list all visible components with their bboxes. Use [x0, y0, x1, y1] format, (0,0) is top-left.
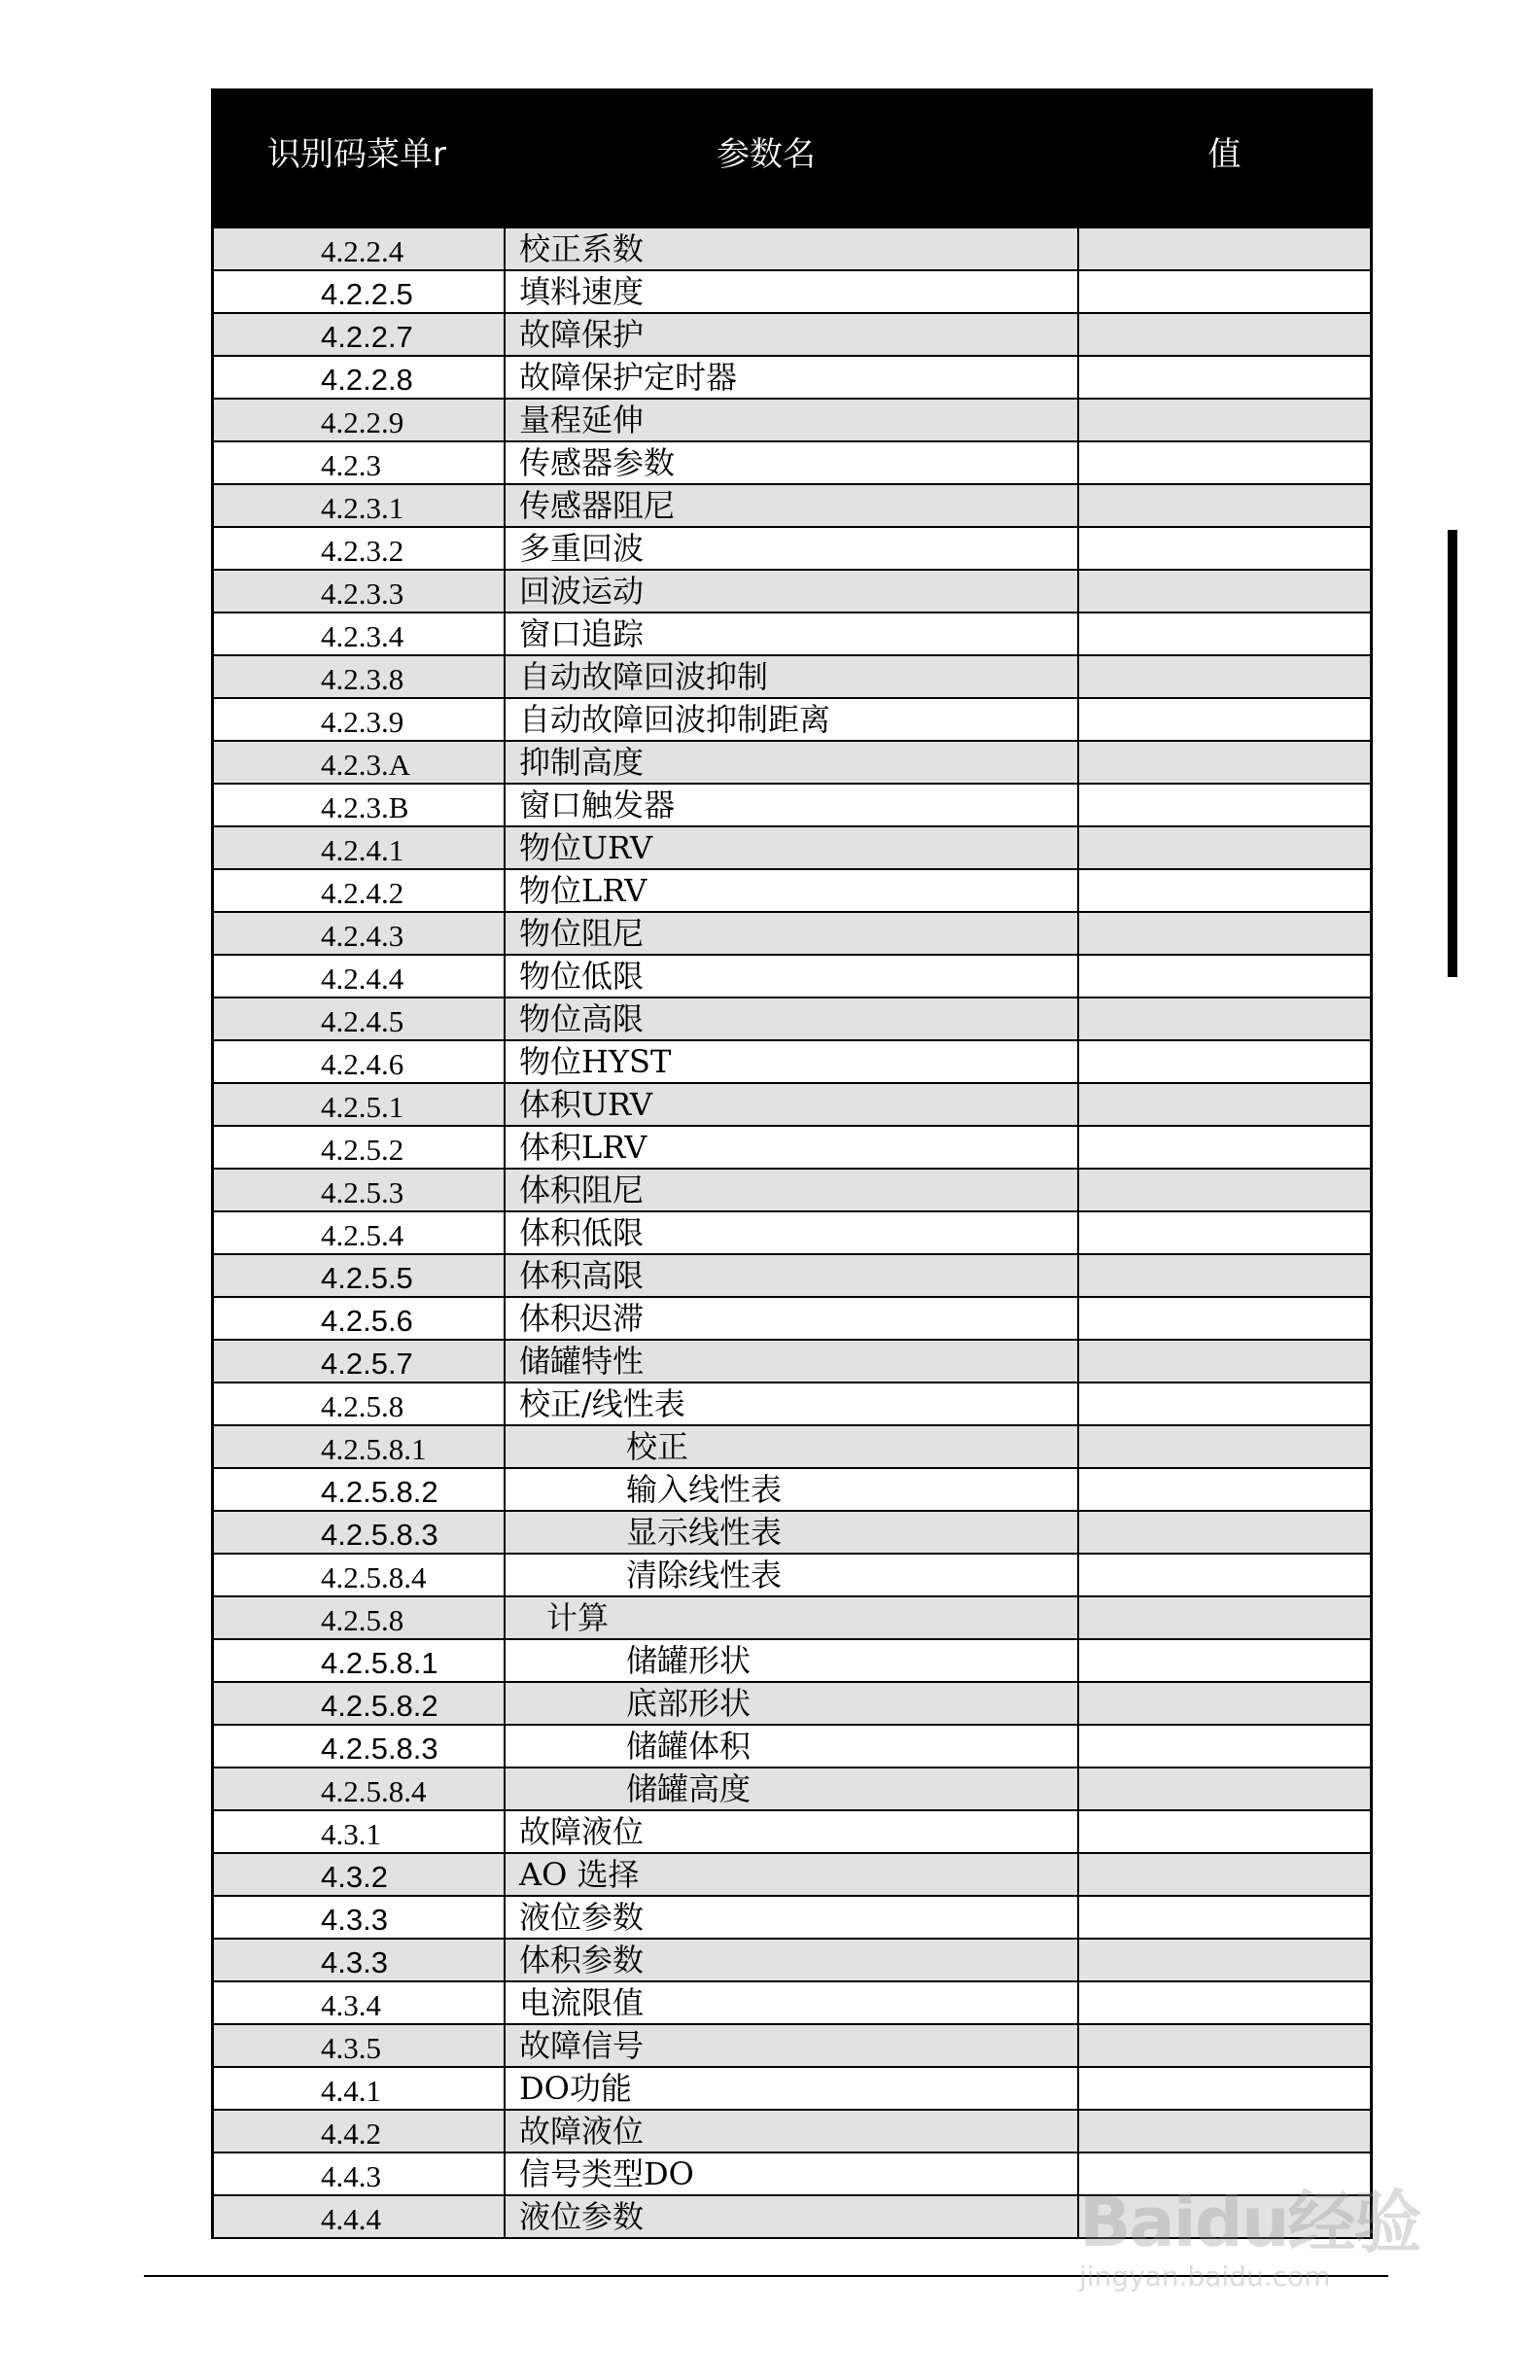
row-param-name: 故障液位 [506, 2111, 1079, 2152]
row-id: 4.2.4.3 [214, 913, 506, 954]
row-value-cell[interactable] [1079, 400, 1370, 440]
row-param-name: 传感器参数 [506, 442, 1079, 483]
table-row [214, 1127, 1370, 1170]
row-param-name: 体积阻尼 [506, 1170, 1079, 1210]
row-param-name: 回波运动 [506, 571, 1079, 612]
row-value-cell[interactable] [1079, 1726, 1370, 1767]
row-param-name: 底部形状 [506, 1683, 1079, 1724]
row-id: 4.2.4.1 [214, 827, 506, 868]
row-value-cell[interactable] [1079, 1597, 1370, 1638]
row-param-name: DO功能 [506, 2068, 1079, 2109]
row-param-name: 体积迟滞 [506, 1298, 1079, 1339]
header-value: 值 [1208, 134, 1242, 174]
table-row [214, 1212, 1370, 1255]
table-row [214, 357, 1370, 400]
row-param-name: 清除线性表 [506, 1555, 1079, 1595]
row-param-name: 故障液位 [506, 1811, 1079, 1852]
row-id: 4.2.4.2 [214, 870, 506, 911]
row-param-name: 物位低限 [506, 956, 1079, 997]
row-id: 4.2.5.5 [214, 1255, 506, 1296]
row-param-name: 体积低限 [506, 1212, 1079, 1253]
row-param-name: 自动故障回波抑制距离 [506, 699, 1079, 740]
row-param-name: 自动故障回波抑制 [506, 656, 1079, 697]
table-row [214, 1897, 1370, 1940]
row-id: 4.2.3.2 [214, 528, 506, 569]
row-id: 4.4.3 [214, 2153, 506, 2194]
row-id: 4.3.2 [214, 1854, 506, 1895]
table-row [214, 1469, 1370, 1512]
row-id: 4.2.2.7 [214, 314, 506, 355]
row-param-name: 储罐形状 [506, 1640, 1079, 1681]
row-id: 4.2.3.1 [214, 485, 506, 526]
row-id: 4.2.2.4 [214, 228, 506, 269]
table-row [214, 1940, 1370, 1982]
row-id: 4.2.5.3 [214, 1170, 506, 1210]
row-value-cell[interactable] [1079, 870, 1370, 911]
row-param-name: 信号类型DO [506, 2153, 1079, 2194]
row-id: 4.2.5.8 [214, 1597, 506, 1638]
table-row [214, 485, 1370, 528]
table-row [214, 1255, 1370, 1298]
header-name: 参数名 [717, 134, 816, 174]
row-value-cell[interactable] [1079, 528, 1370, 569]
table-row [214, 956, 1370, 998]
table-row [214, 1555, 1370, 1597]
row-id: 4.2.3.9 [214, 699, 506, 740]
row-value-cell[interactable] [1079, 1426, 1370, 1467]
row-id: 4.2.5.6 [214, 1298, 506, 1339]
row-value-cell[interactable] [1079, 742, 1370, 783]
row-param-name: 故障保护定时器 [506, 357, 1079, 398]
row-value-cell[interactable] [1079, 1768, 1370, 1809]
row-param-name: 体积高限 [506, 1255, 1079, 1296]
row-id: 4.2.5.2 [214, 1127, 506, 1168]
row-param-name: 液位参数 [506, 2196, 1079, 2237]
table-row [214, 2068, 1370, 2111]
row-param-name: 计算 [506, 1597, 1079, 1638]
row-value-cell[interactable] [1079, 1854, 1370, 1895]
table-row [214, 1811, 1370, 1854]
row-id: 4.2.5.7 [214, 1341, 506, 1382]
table-row [214, 1683, 1370, 1726]
row-value-cell[interactable] [1079, 656, 1370, 697]
table-row [214, 1341, 1370, 1383]
table-row [214, 314, 1370, 357]
table-row [214, 1041, 1370, 1084]
row-id: 4.2.5.8.4 [214, 1768, 506, 1809]
row-param-name: 窗口追踪 [506, 613, 1079, 654]
row-id: 4.2.3.A [214, 742, 506, 783]
row-param-name: 校正/线性表 [506, 1383, 1079, 1424]
row-value-cell[interactable] [1079, 827, 1370, 868]
row-id: 4.2.5.8.3 [214, 1512, 506, 1553]
row-param-name: 储罐体积 [506, 1726, 1079, 1767]
row-id: 4.2.5.8.1 [214, 1640, 506, 1681]
row-param-name: 输入线性表 [506, 1469, 1079, 1510]
row-id: 4.2.5.8 [214, 1383, 506, 1424]
row-id: 4.3.5 [214, 2025, 506, 2066]
table-row [214, 913, 1370, 956]
table-row [214, 1854, 1370, 1897]
table-row [214, 827, 1370, 870]
row-id: 4.2.3 [214, 442, 506, 483]
row-id: 4.2.3.B [214, 785, 506, 825]
row-value-cell[interactable] [1079, 1255, 1370, 1296]
table-row [214, 528, 1370, 571]
table-row [214, 613, 1370, 656]
table-row [214, 870, 1370, 913]
row-value-cell[interactable] [1079, 271, 1370, 312]
row-param-name: 储罐高度 [506, 1768, 1079, 1809]
table-row [214, 699, 1370, 742]
row-id: 4.3.3 [214, 1940, 506, 1980]
row-param-name: 物位高限 [506, 998, 1079, 1039]
row-id: 4.4.1 [214, 2068, 506, 2109]
table-row [214, 1768, 1370, 1811]
row-id: 4.2.4.6 [214, 1041, 506, 1082]
row-param-name: 体积LRV [506, 1127, 1079, 1168]
row-value-cell[interactable] [1079, 1127, 1370, 1168]
row-param-name: 物位LRV [506, 870, 1079, 911]
header-id: 识别码菜单r [267, 134, 446, 174]
row-param-name: 储罐特性 [506, 1341, 1079, 1382]
row-param-name: 校正系数 [506, 228, 1079, 269]
row-value-cell[interactable] [1079, 485, 1370, 526]
row-id: 4.2.5.8.2 [214, 1469, 506, 1510]
row-value-cell[interactable] [1079, 1212, 1370, 1253]
row-id: 4.4.4 [214, 2196, 506, 2237]
row-id: 4.2.5.8.1 [214, 1426, 506, 1467]
row-param-name: 电流限值 [506, 1982, 1079, 2023]
table-row [214, 1298, 1370, 1341]
row-id: 4.2.5.8.3 [214, 1726, 506, 1767]
row-value-cell[interactable] [1079, 228, 1370, 269]
row-value-cell[interactable] [1079, 913, 1370, 954]
row-value-cell[interactable] [1079, 1341, 1370, 1382]
table-row [214, 1512, 1370, 1555]
row-param-name: AO 选择 [506, 1854, 1079, 1895]
table-row [214, 2025, 1370, 2068]
row-id: 4.2.2.5 [214, 271, 506, 312]
row-value-cell[interactable] [1079, 956, 1370, 997]
row-value-cell[interactable] [1079, 571, 1370, 612]
table-row [214, 1383, 1370, 1426]
row-id: 4.2.5.1 [214, 1084, 506, 1125]
row-param-name: 体积参数 [506, 1940, 1079, 1980]
table-row [214, 1726, 1370, 1768]
row-value-cell[interactable] [1079, 1041, 1370, 1082]
table-row [214, 742, 1370, 785]
table-row [214, 785, 1370, 827]
row-value-cell[interactable] [1079, 1084, 1370, 1125]
table-row [214, 400, 1370, 442]
table-row [214, 1982, 1370, 2025]
row-param-name: 体积URV [506, 1084, 1079, 1125]
row-value-cell[interactable] [1079, 1170, 1370, 1210]
table-row [214, 228, 1370, 271]
table-row [214, 998, 1370, 1041]
row-id: 4.3.3 [214, 1897, 506, 1938]
row-id: 4.4.2 [214, 2111, 506, 2152]
row-value-cell[interactable] [1079, 1512, 1370, 1553]
row-value-cell[interactable] [1079, 1940, 1370, 1980]
row-value-cell[interactable] [1079, 1640, 1370, 1681]
watermark-url: jingyan.baidu.com [1079, 2260, 1331, 2292]
row-value-cell[interactable] [1079, 2111, 1370, 2152]
row-value-cell[interactable] [1079, 998, 1370, 1039]
row-value-cell[interactable] [1079, 785, 1370, 825]
row-id: 4.2.2.8 [214, 357, 506, 398]
row-value-cell[interactable] [1079, 1555, 1370, 1595]
baidu-watermark [1079, 2168, 1429, 2304]
table-row [214, 271, 1370, 314]
row-value-cell[interactable] [1079, 1298, 1370, 1339]
row-value-cell[interactable] [1079, 1683, 1370, 1724]
parameter-table [211, 88, 1373, 2239]
row-id: 4.3.1 [214, 1811, 506, 1852]
row-id: 4.2.3.3 [214, 571, 506, 612]
table-row [214, 1640, 1370, 1683]
row-id: 4.2.3.8 [214, 656, 506, 697]
row-param-name: 故障保护 [506, 314, 1079, 355]
row-id: 4.2.5.8.4 [214, 1555, 506, 1595]
row-param-name: 物位URV [506, 827, 1079, 868]
table-row [214, 1170, 1370, 1212]
row-param-name: 校正 [506, 1426, 1079, 1467]
row-value-cell[interactable] [1079, 1469, 1370, 1510]
table-body [211, 228, 1373, 2239]
row-param-name: 多重回波 [506, 528, 1079, 569]
row-param-name: 物位HYST [506, 1041, 1079, 1082]
row-param-name: 传感器阻尼 [506, 485, 1079, 526]
row-param-name: 显示线性表 [506, 1512, 1079, 1553]
row-value-cell[interactable] [1079, 314, 1370, 355]
row-value-cell[interactable] [1079, 2025, 1370, 2066]
watermark-logo: Baidu经验 [1079, 2183, 1420, 2262]
table-row [214, 571, 1370, 613]
row-id: 4.3.4 [214, 1982, 506, 2023]
row-param-name: 窗口触发器 [506, 785, 1079, 825]
row-value-cell[interactable] [1079, 699, 1370, 740]
row-value-cell[interactable] [1079, 442, 1370, 483]
table-row [214, 1597, 1370, 1640]
row-param-name: 量程延伸 [506, 400, 1079, 440]
table-row [214, 1084, 1370, 1127]
row-value-cell[interactable] [1079, 2068, 1370, 2109]
row-param-name: 填料速度 [506, 271, 1079, 312]
table-row [214, 656, 1370, 699]
row-value-cell[interactable] [1079, 357, 1370, 398]
row-param-name: 物位阻尼 [506, 913, 1079, 954]
row-id: 4.2.5.4 [214, 1212, 506, 1253]
row-value-cell[interactable] [1079, 1811, 1370, 1852]
row-id: 4.2.4.4 [214, 956, 506, 997]
table-row [214, 1426, 1370, 1469]
table-row [214, 442, 1370, 485]
row-id: 4.2.2.9 [214, 400, 506, 440]
change-bar [1448, 530, 1457, 977]
table-row [214, 2111, 1370, 2153]
row-param-name: 故障信号 [506, 2025, 1079, 2066]
table-header [211, 88, 1373, 228]
row-param-name: 抑制高度 [506, 742, 1079, 783]
row-value-cell[interactable] [1079, 613, 1370, 654]
row-id: 4.2.5.8.2 [214, 1683, 506, 1724]
row-value-cell[interactable] [1079, 1982, 1370, 2023]
row-value-cell[interactable] [1079, 1383, 1370, 1424]
row-value-cell[interactable] [1079, 1897, 1370, 1938]
row-param-name: 液位参数 [506, 1897, 1079, 1938]
row-id: 4.2.4.5 [214, 998, 506, 1039]
row-id: 4.2.3.4 [214, 613, 506, 654]
